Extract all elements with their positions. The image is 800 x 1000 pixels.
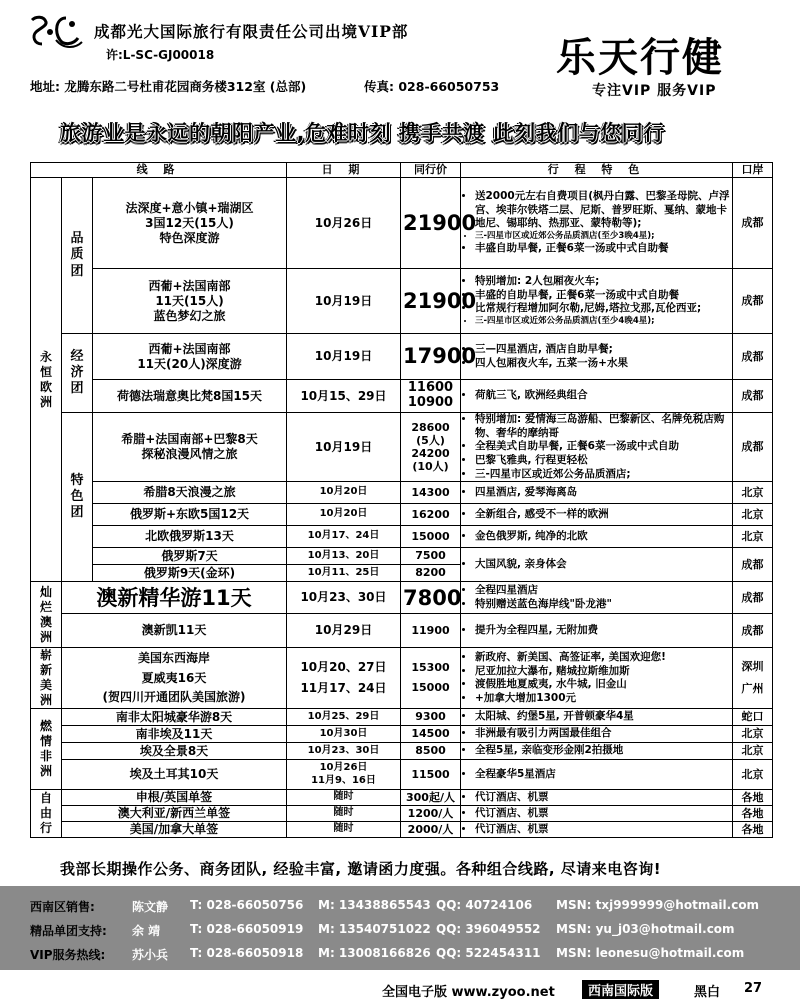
fax-number: 传真: 028-66050753	[364, 79, 500, 94]
route-cell: 埃及土耳其10天	[62, 760, 287, 790]
route-cell: 北欧俄罗斯13天	[93, 526, 287, 548]
col-features: 行 程 特 色	[461, 163, 733, 178]
feature-item: • 代订酒店、机票	[475, 791, 730, 805]
feature-item: • 新政府、新美国、高签证率, 美国欢迎您!	[475, 651, 730, 665]
features-cell	[461, 482, 733, 504]
date-cell: 10月20日	[287, 504, 401, 526]
feature-item: • 全程四星酒店	[475, 584, 730, 598]
route-cell: 荷德法瑞意奥比梵8国15天	[93, 380, 287, 413]
port-cell: 北京	[733, 482, 773, 504]
route-cell: 美国/加拿大单签	[62, 822, 287, 838]
contact-name: 余 靖	[132, 924, 161, 938]
feature-item: • 非洲最有吸引力两国最佳组合	[475, 727, 730, 741]
contact-name: 陈文静	[132, 900, 169, 914]
table-row	[31, 413, 773, 482]
contact-tel[interactable]: T: 028-66050919	[190, 922, 304, 936]
contact-mobile[interactable]: M: 13438865543	[318, 898, 431, 912]
table-row	[31, 504, 773, 526]
price-cell: 11900	[401, 614, 461, 648]
date-cell: 10月30日	[287, 726, 401, 743]
features-cell	[461, 790, 733, 806]
table-row	[31, 709, 773, 726]
price-cell: 11500	[401, 760, 461, 790]
price-cell: 21900	[401, 178, 461, 269]
features-cell	[461, 743, 733, 760]
port-cell: 北京	[733, 504, 773, 526]
date-cell: 10月26日	[287, 178, 401, 269]
price-cell: 7800	[401, 582, 461, 614]
color-label: 黑白	[694, 985, 721, 1000]
contact-row	[0, 944, 800, 964]
features-cell	[461, 709, 733, 726]
company-name: 成都光大国际旅行有限责任公司出境VIP部	[94, 22, 409, 41]
page-footer	[0, 978, 800, 1000]
tour-table	[30, 162, 773, 838]
route-cell: 俄罗斯+东欧5国12天	[93, 504, 287, 526]
route-cell: 希腊8天浪漫之旅	[93, 482, 287, 504]
col-price: 同行价	[401, 163, 461, 178]
feature-item: • 提升为全程四星, 无附加费	[475, 624, 730, 638]
table-row	[31, 648, 773, 709]
subgroup-economy: 经济团	[62, 334, 93, 413]
price-cell: 28600 (5人) 24200 (10人)	[401, 413, 461, 482]
col-route: 线 路	[31, 163, 287, 178]
port-cell: 成都	[733, 334, 773, 380]
contact-tel[interactable]: T: 028-66050756	[190, 898, 304, 912]
contact-msn[interactable]: MSN: leonesu@hotmail.com	[556, 946, 745, 960]
feature-item: • 三-四星市区或近郊公务品质酒店(至少3晚4星);	[475, 231, 730, 242]
table-row	[31, 548, 773, 565]
date-cell: 10月23、30日	[287, 582, 401, 614]
port-cell: 成都	[733, 413, 773, 482]
price-cell: 15300 15000	[401, 648, 461, 709]
route-cell: 希腊+法国南部+巴黎8天 探秘浪漫风情之旅	[93, 413, 287, 482]
price-cell: 9300	[401, 709, 461, 726]
feature-item: • 大国风貌, 亲身体会	[475, 558, 730, 572]
port-cell: 成都	[733, 178, 773, 269]
route-cell: 南非太阳城豪华游8天	[62, 709, 287, 726]
features-cell	[461, 582, 733, 614]
features-cell	[461, 413, 733, 482]
route-cell: 澳新精华游11天	[62, 582, 287, 614]
route-cell: 西葡+法国南部 11天(20人)深度游	[93, 334, 287, 380]
contact-label: 西南区销售:	[30, 900, 95, 914]
subgroup-special: 特色团	[62, 413, 93, 582]
table-row	[31, 743, 773, 760]
table-row	[31, 760, 773, 790]
feature-item: • 特别增加: 2人包厢夜火车;	[475, 275, 730, 289]
region-africa: 燃情非洲	[31, 709, 62, 790]
features-cell	[461, 822, 733, 838]
company-logo-icon	[26, 12, 86, 54]
features-cell	[461, 648, 733, 709]
price-cell: 300起/人	[401, 790, 461, 806]
feature-item: • 太阳城、约堡5星, 开普顿豪华4星	[475, 710, 730, 724]
col-date: 日 期	[287, 163, 401, 178]
table-row	[31, 380, 773, 413]
feature-item: • 代订酒店、机票	[475, 823, 730, 837]
contact-msn[interactable]: MSN: txj999999@hotmail.com	[556, 898, 760, 912]
date-cell: 10月20日	[287, 482, 401, 504]
date-cell: 随时	[287, 822, 401, 838]
address: 地址: 龙腾东路二号杜甫花园商务楼312室 (总部)	[30, 79, 307, 94]
page-number: 27	[744, 981, 763, 996]
contact-label: 精品单团支持:	[30, 924, 107, 938]
table-row	[31, 806, 773, 822]
date-cell: 10月15、29日	[287, 380, 401, 413]
subgroup-quality: 品质团	[62, 178, 93, 334]
date-cell: 10月19日	[287, 413, 401, 482]
contact-qq[interactable]: QQ: 396049552	[436, 922, 541, 936]
table-row	[31, 269, 773, 334]
price-cell: 7500	[401, 548, 461, 565]
date-cell: 10月20、27日 11月17、24日	[287, 648, 401, 709]
table-row	[31, 726, 773, 743]
port-cell: 成都	[733, 582, 773, 614]
feature-item: • 全程美式自助早餐, 正餐6菜一汤或中式自助	[475, 440, 730, 454]
price-cell: 2000/人	[401, 822, 461, 838]
contact-mobile[interactable]: M: 13008166826	[318, 946, 431, 960]
features-cell	[461, 526, 733, 548]
region-free: 自由行	[31, 790, 62, 838]
price-cell: 8500	[401, 743, 461, 760]
date-cell: 10月13、20日	[287, 548, 401, 565]
table-row	[31, 334, 773, 380]
table-row	[31, 790, 773, 806]
feature-item: • 比常规行程增加阿尔勒,尼姆,塔拉戈那,瓦伦西亚;	[475, 302, 730, 316]
feature-item: • 丰盛的自助早餐, 正餐6菜一汤或中式自助餐	[475, 289, 730, 303]
date-cell: 10月25、29日	[287, 709, 401, 726]
region-australia: 灿烂澳洲	[31, 582, 62, 648]
brand-slogan: 乐天行健	[556, 34, 724, 81]
col-port: 口岸	[733, 163, 773, 178]
route-cell: 申根/英国单签	[62, 790, 287, 806]
region-europe: 永恒欧洲	[31, 178, 62, 582]
port-cell: 各地	[733, 822, 773, 838]
route-cell: 澳大利亚/新西兰单签	[62, 806, 287, 822]
feature-item: • 金色俄罗斯, 纯净的北欧	[475, 530, 730, 544]
service-tagline: 专注VIP 服务VIP	[592, 83, 717, 99]
date-cell: 随时	[287, 806, 401, 822]
feature-item: • 特别增加: 爱情海三岛游船、巴黎新区、名牌免税店购物、奢华的摩纳哥	[475, 413, 730, 440]
port-cell: 深圳 广州	[733, 648, 773, 709]
bottom-slogan: 我部长期操作公务、商务团队, 经验丰富, 邀请函力度强。各种组合线路, 尽请来电咨询!	[60, 860, 662, 878]
route-cell: 埃及全景8天	[62, 743, 287, 760]
feature-item: • 四人包厢夜火车, 五菜一汤+水果	[475, 357, 730, 371]
date-cell: 10月19日	[287, 334, 401, 380]
date-cell: 10月19日	[287, 269, 401, 334]
features-cell	[461, 548, 733, 582]
route-cell: 俄罗斯7天	[93, 548, 287, 565]
port-cell: 蛇口	[733, 709, 773, 726]
contact-mobile[interactable]: M: 13540751022	[318, 922, 431, 936]
features-cell	[461, 178, 733, 269]
edition-label: 全国电子版 www.zyoo.net	[382, 985, 555, 1000]
contact-msn[interactable]: MSN: yu_j03@hotmail.com	[556, 922, 735, 936]
contact-tel[interactable]: T: 028-66050918	[190, 946, 304, 960]
port-cell: 北京	[733, 726, 773, 743]
table-row	[31, 482, 773, 504]
route-cell: 俄罗斯9天(金环)	[93, 565, 287, 582]
feature-item: • 尼亚加拉大瀑布, 赌城拉斯维加斯	[475, 665, 730, 679]
feature-item: • 三-四星市区或近郊公务品质酒店(至少4晚4星);	[475, 316, 730, 327]
feature-item: • 三-四星市区或近郊公务品质酒店;	[475, 468, 730, 482]
feature-item: • 巴黎飞雅典, 行程更轻松	[475, 454, 730, 468]
features-cell	[461, 504, 733, 526]
features-cell	[461, 380, 733, 413]
feature-item: • 送2000元左右自费项目(枫丹白露、巴黎圣母院、卢浮宫、埃菲尔铁塔二层、尼斯、普罗旺斯、戛纳、蒙地卡地尼、锡耶纳、热那亚、蒙特勒等);	[475, 190, 730, 231]
features-cell	[461, 806, 733, 822]
feature-item: • 特别赠送蓝色海岸线"卧龙港"	[475, 598, 730, 612]
port-cell: 成都	[733, 380, 773, 413]
contact-panel	[0, 886, 800, 970]
date-cell: 10月11、25日	[287, 565, 401, 582]
route-cell: 西葡+法国南部 11天(15人) 蓝色梦幻之旅	[93, 269, 287, 334]
port-cell: 成都	[733, 614, 773, 648]
port-cell: 成都	[733, 269, 773, 334]
table-row	[31, 178, 773, 269]
price-cell: 21900	[401, 269, 461, 334]
section-label: 西南国际版	[582, 980, 659, 999]
price-cell: 11600 10900	[401, 380, 461, 413]
route-cell: 法深度+意小镇+瑞湖区 3国12天(15人) 特色深度游	[93, 178, 287, 269]
table-row	[31, 614, 773, 648]
price-cell: 8200	[401, 565, 461, 582]
features-cell	[461, 269, 733, 334]
table-row	[31, 582, 773, 614]
region-america: 崭新美洲	[31, 648, 62, 709]
feature-item: • 全程5星, 亲临变形金刚2拍摄地	[475, 744, 730, 758]
port-cell: 成都	[733, 548, 773, 582]
price-cell: 14500	[401, 726, 461, 743]
route-cell: 南非埃及11天	[62, 726, 287, 743]
headline-banner: 旅游业是永远的朝阳产业,危难时刻 携手共渡 此刻我们与您同行	[60, 121, 665, 145]
contact-qq[interactable]: QQ: 522454311	[436, 946, 541, 960]
features-cell	[461, 334, 733, 380]
feature-item: • 渡假胜地夏威夷, 水牛城, 旧金山	[475, 678, 730, 692]
feature-item: • 荷航三飞, 欧洲经典组合	[475, 389, 730, 403]
price-cell: 16200	[401, 504, 461, 526]
contact-row	[0, 896, 800, 916]
table-header-row	[31, 163, 773, 178]
feature-item: • +加拿大增加1300元	[475, 692, 730, 706]
license-number: 许:L-SC-GJ00018	[106, 48, 215, 62]
port-cell: 各地	[733, 806, 773, 822]
port-cell: 北京	[733, 760, 773, 790]
table-row	[31, 822, 773, 838]
feature-item: • 三—四星酒店, 酒店自助早餐;	[475, 343, 730, 357]
date-cell: 10月17、24日	[287, 526, 401, 548]
date-cell: 10月23、30日	[287, 743, 401, 760]
features-cell	[461, 614, 733, 648]
date-cell: 10月29日	[287, 614, 401, 648]
feature-item: • 全新组合, 感受不一样的欧洲	[475, 508, 730, 522]
port-cell: 各地	[733, 790, 773, 806]
route-cell: 美国东西海岸 夏威夷16天 (贺四川开通团队美国旅游)	[62, 648, 287, 709]
features-cell	[461, 760, 733, 790]
port-cell: 北京	[733, 526, 773, 548]
price-cell: 14300	[401, 482, 461, 504]
contact-row	[0, 920, 800, 940]
price-cell: 17900	[401, 334, 461, 380]
date-cell: 10月26日 11月9、16日	[287, 760, 401, 790]
contact-qq[interactable]: QQ: 40724106	[436, 898, 533, 912]
price-cell: 1200/人	[401, 806, 461, 822]
page-header	[0, 0, 800, 110]
feature-item: • 四星酒店, 爱琴海离岛	[475, 486, 730, 500]
port-cell: 北京	[733, 743, 773, 760]
feature-item: • 全程豪华5星酒店	[475, 768, 730, 782]
feature-item: • 丰盛自助早餐, 正餐6菜一汤或中式自助餐	[475, 242, 730, 256]
table-row	[31, 526, 773, 548]
contact-name: 苏小兵	[132, 948, 169, 962]
feature-item: • 代订酒店、机票	[475, 807, 730, 821]
contact-label: VIP服务热线:	[30, 948, 106, 962]
route-cell: 澳新凯11天	[62, 614, 287, 648]
price-cell: 15000	[401, 526, 461, 548]
date-cell: 随时	[287, 790, 401, 806]
features-cell	[461, 726, 733, 743]
